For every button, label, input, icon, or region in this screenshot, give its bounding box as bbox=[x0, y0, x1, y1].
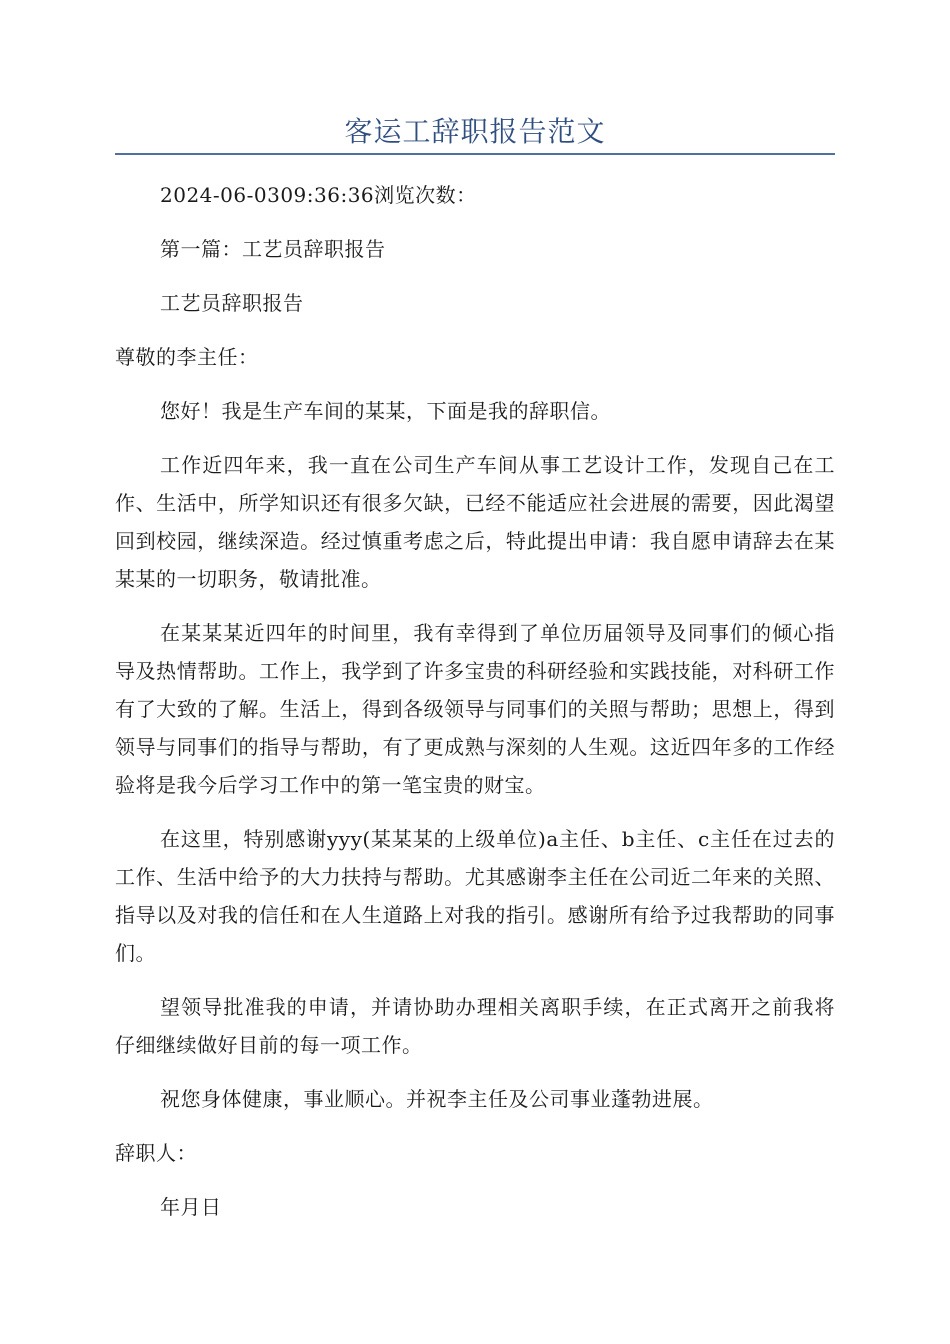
paragraph-gratitude-work: 在某某某近四年的时间里，我有幸得到了单位历届领导及同事们的倾心指导及热情帮助。工作上，我学到了许多宝贵的科研经验和实践技能，对科研工作有了大致的了解。生活上，得到各级领导与同事们的关照与帮助；思想上，得到领导与同事们的指导与帮助，有了更成熟与深刻的人生观。这近四年多的工作经验将是我今后学习工作中的第一笔宝贵的财宝。 bbox=[115, 621, 835, 797]
document-body bbox=[115, 176, 835, 1242]
section-heading: 第一篇：工艺员辞职报告 bbox=[160, 237, 386, 261]
document-title: 客运工辞职报告范文 bbox=[344, 115, 606, 148]
paragraph-greeting: 您好！我是生产车间的某某，下面是我的辞职信。 bbox=[160, 399, 611, 423]
paragraph-thanks: 在这里，特别感谢yyy(某某某的上级单位)a主任、b主任、c主任在过去的工作、生活中给予的大力扶持与帮助。尤其感谢李主任在公司近二年来的关照、指导以及对我的信任和在人生道路上对我的指引。感谢所有给予过我帮助的同事们。 bbox=[115, 827, 835, 965]
paragraph-request: 望领导批准我的申请，并请协助办理相关离职手续，在正式离开之前我将仔细继续做好目前的每一项工作。 bbox=[115, 995, 835, 1057]
meta-line: 2024-06-0309:36:36浏览次数： bbox=[160, 183, 477, 207]
letter-title: 工艺员辞职报告 bbox=[160, 291, 304, 315]
title-underline bbox=[115, 153, 835, 155]
salutation: 尊敬的李主任： bbox=[115, 345, 259, 369]
paragraph-reason: 工作近四年来，我一直在公司生产车间从事工艺设计工作，发现自己在工作、生活中，所学知识还有很多欠缺，已经不能适应社会进展的需要，因此渴望回到校园，继续深造。经过慎重考虑之后，特此提出申请：我自愿申请辞去在某某某的一切职务，敬请批准。 bbox=[115, 453, 835, 591]
signer-label: 辞职人： bbox=[115, 1141, 197, 1165]
date-label: 年月日 bbox=[160, 1195, 222, 1219]
paragraph-closing: 祝您身体健康，事业顺心。并祝李主任及公司事业蓬勃进展。 bbox=[160, 1087, 714, 1111]
